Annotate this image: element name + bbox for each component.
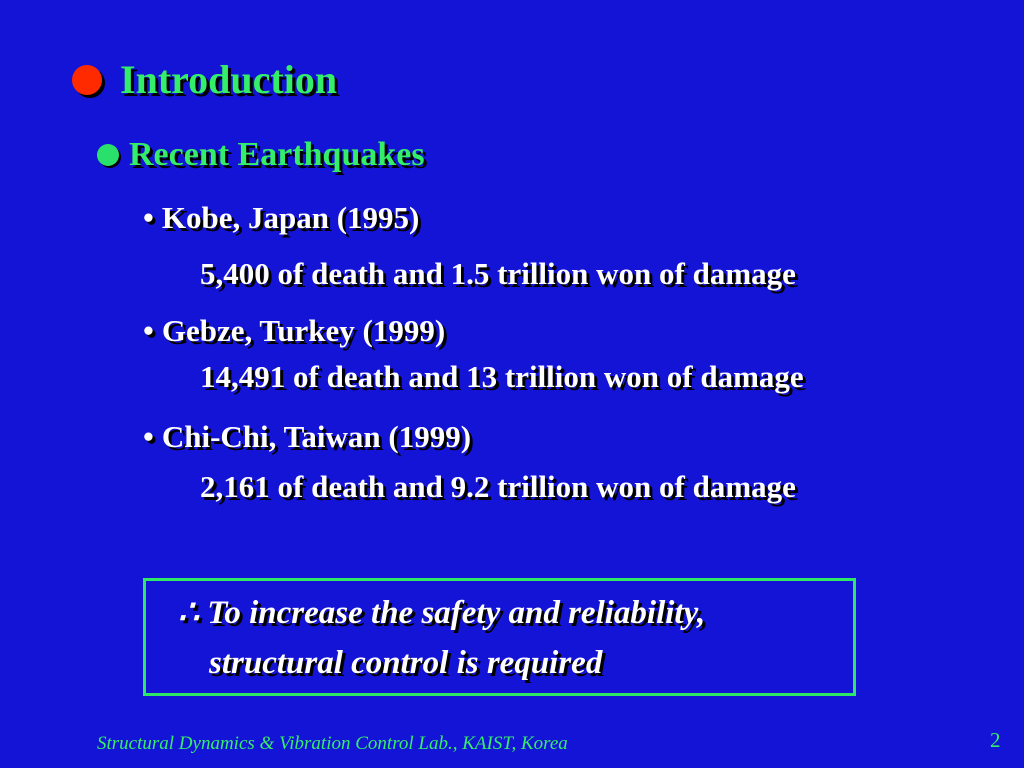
footer-lab-name: Structural Dynamics & Vibration Control Lab., KAIST, Korea [97,733,568,754]
section-heading-row [97,133,425,177]
quake-detail-kobe: 5,400 of death and 1.5 trillion won of damage [200,256,796,291]
quake-detail-chichi: 2,161 of death and 9.2 trillion won of damage [200,469,796,504]
quake-heading: Gebze, Turkey (1999) [161,313,446,348]
conclusion-line-1: ∴ To increase the safety and reliability, [178,595,706,631]
green-bullet-icon [97,144,119,166]
conclusion-box [143,578,856,696]
quake-heading: Chi-Chi, Taiwan (1999) [161,419,472,454]
quake-heading: Kobe, Japan (1995) [161,200,420,235]
conclusion-line-2: structural control is required [209,645,603,681]
bullet-icon: • [143,419,154,454]
quake-detail-gebze: 14,491 of death and 13 trillion won of damage [200,359,804,394]
page-number: 2 [990,728,1001,752]
slide-title-row [72,52,337,108]
quake-item-chichi [143,417,471,457]
section-heading: Recent Earthquakes [129,136,425,173]
quake-item-gebze [143,311,445,351]
slide-title: Introduction [120,57,338,102]
red-bullet-icon [72,65,102,95]
bullet-icon: • [143,313,154,348]
quake-item-kobe [143,198,419,238]
bullet-icon: • [143,200,154,235]
